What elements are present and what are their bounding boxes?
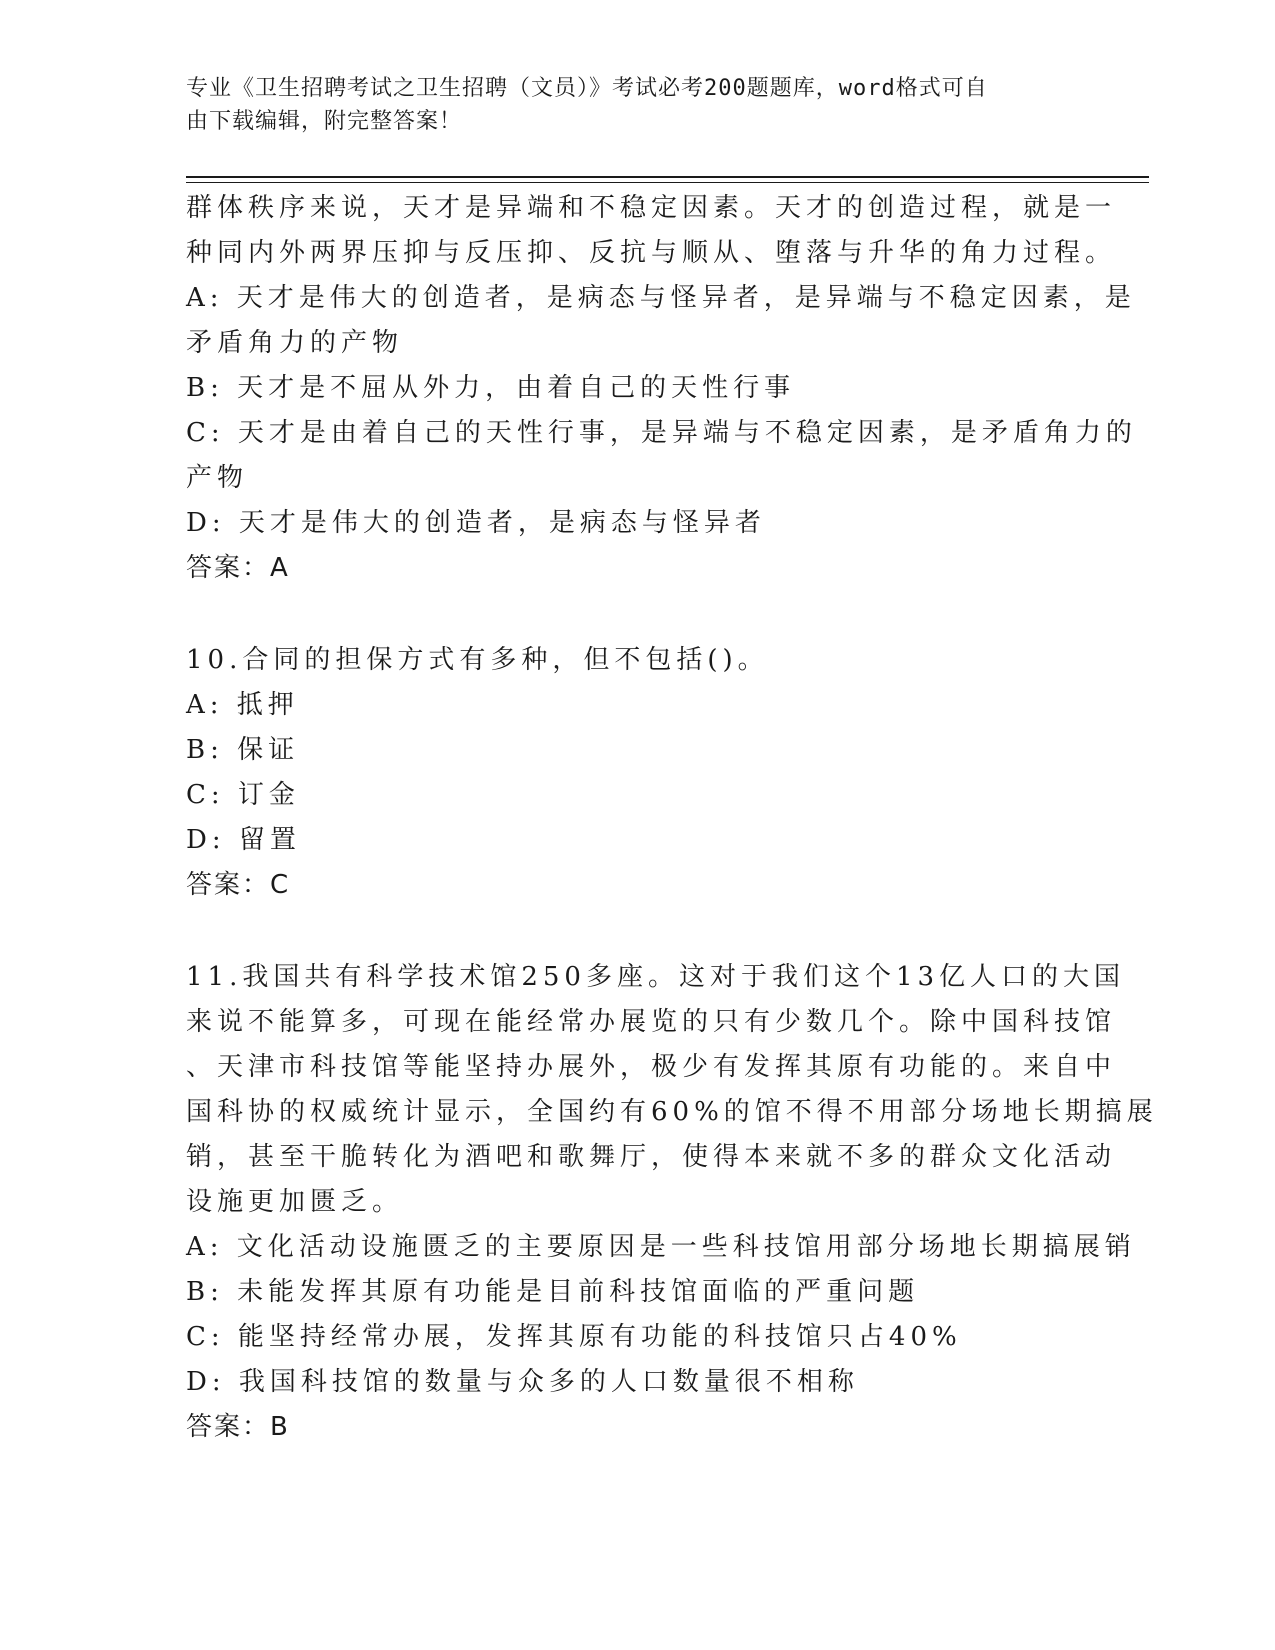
- document-header: [186, 72, 1066, 138]
- question-stem: 10.合同的担保方式有多种，但不包括()。: [186, 645, 769, 675]
- option-c: C: 订金: [186, 780, 300, 810]
- option-d: D: 天才是伟大的创造者，是病态与怪异者: [186, 508, 766, 538]
- option-a-continued: 矛盾角力的产物: [186, 328, 404, 358]
- header-line-2: 由下载编辑，附完整答案！: [186, 109, 463, 134]
- question-stem-line: 销，甚至干脆转化为酒吧和歌舞厅，使得本来就不多的群众文化活动: [186, 1142, 1117, 1172]
- option-c-continued: 产物: [186, 463, 249, 493]
- question-spacer: [186, 591, 1086, 638]
- question-stem-line: 种同内外两界压抑与反压抑、反抗与顺从、堕落与升华的角力过程。: [186, 238, 1117, 268]
- option-b: B: 保证: [186, 735, 300, 765]
- question-stem-line: 来说不能算多，可现在能经常办展览的只有少数几个。除中国科技馆: [186, 1007, 1117, 1037]
- option-a: A: 抵押: [186, 690, 299, 720]
- option-a: A: 天才是伟大的创造者，是病态与怪异者，是异端与不稳定因素，是: [186, 283, 1136, 313]
- answer-label: 答案：B: [186, 1412, 290, 1442]
- question-9: [186, 186, 1137, 591]
- header-divider-thick: [186, 176, 1149, 178]
- document-body: [186, 186, 1158, 1450]
- question-11: [186, 955, 1158, 1450]
- question-stem-line: 11.我国共有科学技术馆250多座。这对于我们这个13亿人口的大国: [186, 962, 1126, 992]
- option-a: A: 文化活动设施匮乏的主要原因是一些科技馆用部分场地长期搞展销: [186, 1232, 1136, 1262]
- option-c: C: 能坚持经常办展，发挥其原有功能的科技馆只占40%: [186, 1322, 962, 1352]
- header-line-1: 专业《卫生招聘考试之卫生招聘（文员）》考试必考200题题库，word格式可自: [186, 76, 988, 101]
- option-c: C: 天才是由着自己的天性行事，是异端与不稳定因素，是矛盾角力的: [186, 418, 1137, 448]
- question-10: [186, 638, 1086, 908]
- answer-label: 答案：A: [186, 553, 290, 583]
- answer-label: 答案：C: [186, 870, 291, 900]
- question-stem-line: 群体秩序来说，天才是异端和不稳定因素。天才的创造过程，就是一: [186, 193, 1117, 223]
- question-stem-line: 设施更加匮乏。: [186, 1187, 404, 1217]
- question-stem-line: 、天津市科技馆等能坚持办展外，极少有发挥其原有功能的。来自中: [186, 1052, 1117, 1082]
- option-b: B: 未能发挥其原有功能是目前科技馆面临的严重问题: [186, 1277, 920, 1307]
- question-stem-line: 国科协的权威统计显示，全国约有60%的馆不得不用部分场地长期搞展: [186, 1097, 1158, 1127]
- option-b: B: 天才是不屈从外力，由着自己的天性行事: [186, 373, 796, 403]
- option-d: D: 我国科技馆的数量与众多的人口数量很不相称: [186, 1367, 859, 1397]
- header-divider-thin: [186, 182, 1149, 183]
- option-d: D: 留置: [186, 825, 301, 855]
- question-spacer: [186, 908, 1086, 955]
